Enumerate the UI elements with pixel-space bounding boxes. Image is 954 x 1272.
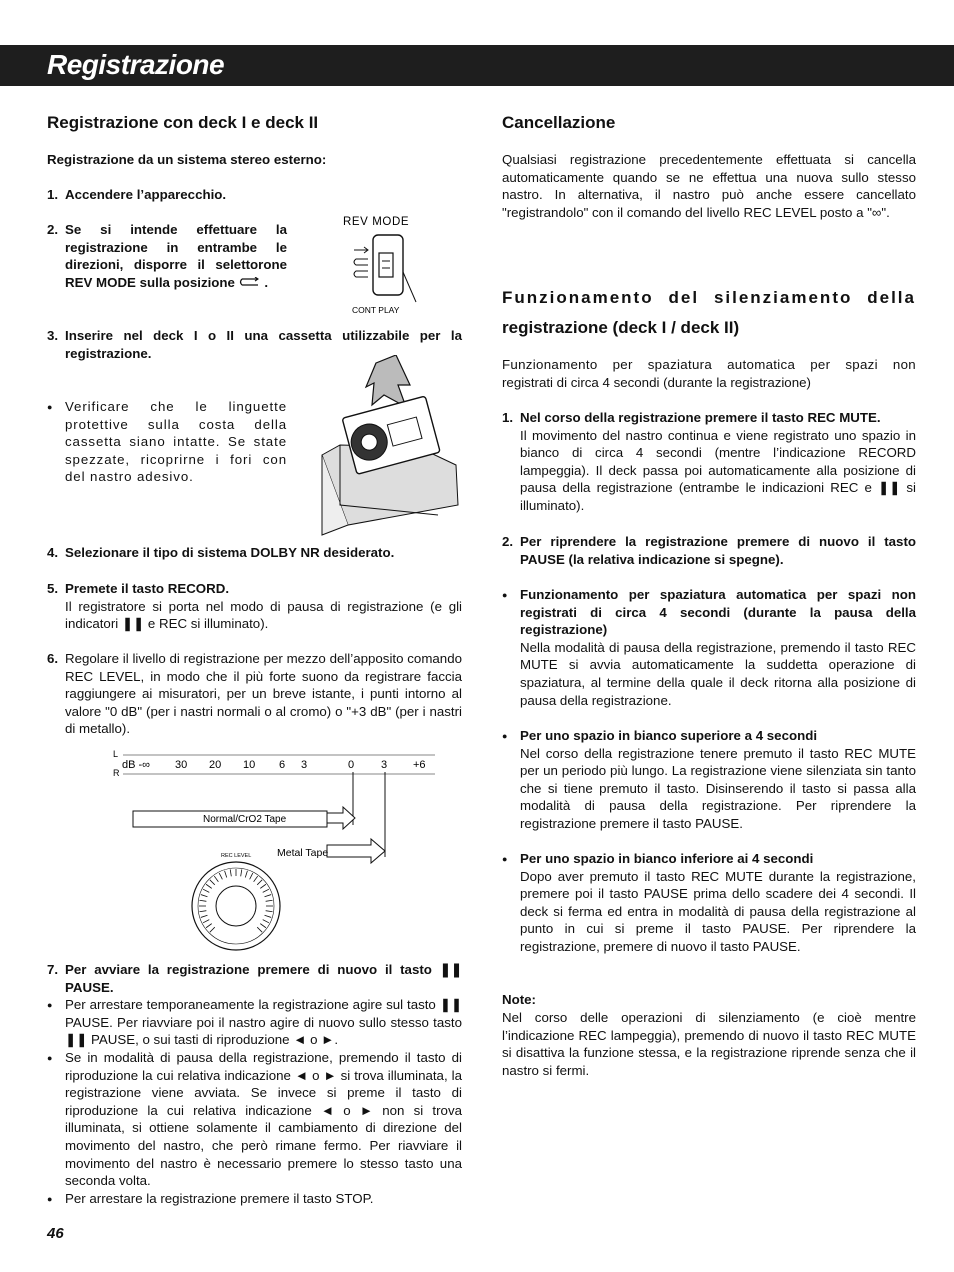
meter-scale-label: +6 [413,759,426,771]
cont-play-label: CONT PLAY [352,305,400,315]
step-4-number: 4. [47,545,59,560]
step-2-text-block: Se si intende effettuare la registrazione in entrambe le direzioni, disporre il selettorone REV MODE sulla posizione . [65,222,287,290]
mute-bullet-longer-text: Nel corso della registrazione tenere premuto il tasto REC MUTE per un periodo più lungo. La registrazione viene silenziata sin tanto che si tiene premuto il tasto. Disinserendo il tasto si passa alla modalità di pausa della registrazione. Per riprendere la registrazione premere il tasto PAUSE. [520,745,916,831]
meter-r-label: R [113,768,120,778]
level-meter-figure [105,745,445,955]
mute-step-2 [502,533,916,568]
step-7 [47,961,462,996]
step-1-number: 1. [47,187,59,202]
mute-bullet-longer [502,727,916,833]
mute-intro-line2: registrati di circa 4 secondi (durante la registrazione) [502,375,811,390]
mute-bullet-auto [502,586,916,709]
mute-step-1-number: 1. [502,410,514,425]
step-6-text: Regolare il livello di registrazione per mezzo dell’apposito comando REC LEVEL, in modo che il più forte suono da registrare faccia raggiungere ai misuratori, per un breve istante, i punti intorno al valore "0 dB" (per i nastri normali o al cromo) o "+3 dB" (per i nastri di metallo). [65,651,462,737]
title-bar [0,45,954,86]
meter-scale-label: 3 [301,759,308,771]
bullet-tabs-text: ● Verificare che le linguette protettive sulla costa della cassetta siano intatte. Se state spezzate, ricoprirne i fori con del nastro adesivo. [65,399,287,485]
rev-mode-switch-figure [330,210,440,318]
rev-mode-label: REV MODE [343,216,410,228]
step-4-text: Selezionare il tipo di sistema DOLBY NR desiderato. [65,545,395,560]
step-5-title: Premete il tasto RECORD. [65,581,230,596]
note-title: Note: [502,992,536,1007]
cassette-insertion-figure [318,355,466,540]
mute-bullet-shorter [502,850,916,956]
cancel-text: Qualsiasi registrazione precedentemente effettuata si cancella automaticamente quando se ne effettua una nuova sullo stesso nastro. In alternativa, il nastro può anche essere cancellato "registrandolo" con il comando del livello REC LEVEL posto a "∞". [502,152,916,220]
page-number: 46 [47,1225,64,1242]
mute-step-2-number: 2. [502,534,514,549]
bullet-resume [47,1049,462,1190]
section-title-mute-line1: Funzionamento del silenziamento della [502,288,916,307]
step-5-text: Il registratore si porta nel modo di pausa di registrazione (e gli indicatori ❚❚ e REC si illuminato). [65,598,462,632]
mute-intro-line1: Funzionamento per spaziatura automatica per spazi non [502,357,916,372]
mute-bullet-longer-title: ● Per uno spazio in bianco superiore a 4 secondi [520,728,818,743]
bullet-resume-text: ● Se in modalità di pausa della registrazione, premendo il tasto di riproduzione la cui relativa indicazione ◄ o ► si trova illuminata, la registrazione viene avviata. Se invece si preme il tasto di riproduzione la cui relativa indicazione ◄ o ► non si trova illuminata, si ottiene solamente il cambiamento di direzione del movimento del nastro, che però rimane fermo. Per riavviare il movimento del nastro è necessario premere lo stesso tasto una seconda volta. [65,1050,462,1189]
step-5 [47,580,462,633]
bullet-stop-text: ● Per arrestare la registrazione premere il tasto STOP. [65,1191,374,1206]
rec-level-label: REC LEVEL [221,853,252,859]
cont-play-symbol-icon [239,275,265,290]
note-text: Nel corso delle operazioni di silenziamento (e cioè mentre l’indicazione REC lampeggia), premendo di nuovo il tasto REC MUTE si disattiva la funzione stessa, e la registrazione riprende senza che il nastro si fermi. [502,1010,916,1078]
normal-tape-label: Normal/CrO2 Tape [203,814,287,825]
mute-bullet-auto-title: ● Funzionamento per spaziatura automatica per spazi non registrati di circa 4 secondi (durante la pausa della registrazione) [520,587,916,638]
bullet-pause-text: ● Per arrestare temporaneamente la registrazione agire sul tasto ❚❚ PAUSE. Per riavviare poi il nastro agire di nuovo sullo stesso tasto ❚❚ PAUSE, o sui tasti di riproduzione ◄ o ►. [65,997,462,1048]
meter-scale-label: 10 [243,759,256,771]
meter-scale-label: 30 [175,759,188,771]
meter-l-label: L [113,749,119,759]
section-title-recording: Registrazione con deck I e deck II [47,113,319,132]
insert-arrow-icon [366,355,410,407]
step-3-number: 3. [47,328,59,343]
mute-bullet-shorter-title: ● Per uno spazio in bianco inferiore ai 4 secondi [520,851,814,866]
step-2 [47,221,287,291]
step-1-text: Accendere l’apparecchio. [65,187,227,202]
step-7-number: 7. [47,962,59,977]
step-5-number: 5. [47,581,59,596]
page-title: Registrazione [47,49,225,80]
meter-scale-label: 20 [209,759,222,771]
mute-step-1 [502,409,916,515]
mute-bullet-shorter-text: Dopo aver premuto il tasto REC MUTE durante la registrazione, premere poi il tasto PAUSE prima dello scadere dei 4 secondi. Il deck si ferma ed entra in modalità di pausa della registrazione al punto in cui si preme il tasto PAUSE. Per riprendere la registrazione, premere di nuovo il tasto PAUSE. [520,868,916,954]
section-title-mute-line2: registrazione (deck I / deck II) [502,318,740,337]
mute-step-1-title: Nel corso della registrazione premere il tasto REC MUTE. [520,410,881,425]
step-2-text: Se si intende effettuare la registrazione in entrambe le direzioni, disporre il selettorone REV MODE sulla posizione [65,222,287,290]
meter-scale-label: 6 [279,759,286,771]
bullet-stop [47,1190,462,1208]
step-3-text: Inserire nel deck I o II una cassetta utilizzabile per la registrazione. [65,328,462,361]
step-1 [47,186,297,204]
meter-scale-label: 0 [348,759,355,771]
step-7-text: Per avviare la registrazione premere di nuovo il tasto ❚❚ PAUSE. [65,962,462,995]
step-6 [47,650,462,738]
metal-tape-label: Metal Tape [277,847,329,859]
intro-text: Registrazione da un sistema stereo esterno: [47,152,327,167]
step-6-number: 6. [47,651,59,666]
step-4 [47,544,462,562]
mute-step-1-text: Il movimento del nastro continua e viene registrato uno spazio in bianco di circa 4 secondi (mentre l’indicazione RECORD lampeggia). Il deck passa poi automaticamente alla posizione di pausa della registrazione (entrambe le indicazioni REC e ❚❚ si illuminato). [520,427,916,513]
bullet-tabs [47,398,287,486]
meter-scale-label: 3 [381,759,388,771]
step-2-number: 2. [47,222,59,237]
bullet-pause [47,996,462,1049]
mute-step-2-title: Per riprendere la registrazione premere di nuovo il tasto PAUSE (la relativa indicazione si spegne). [520,534,916,567]
meter-scale-label: dB -∞ [122,759,151,771]
mute-bullet-auto-text: Nella modalità di pausa della registrazione, premendo il tasto REC MUTE si avvia automaticamente la suddetta operazione di spaziatura, al termine della quale il deck ritorna alla posizione di pausa della registrazione. [520,639,916,708]
section-title-cancel: Cancellazione [502,113,616,132]
